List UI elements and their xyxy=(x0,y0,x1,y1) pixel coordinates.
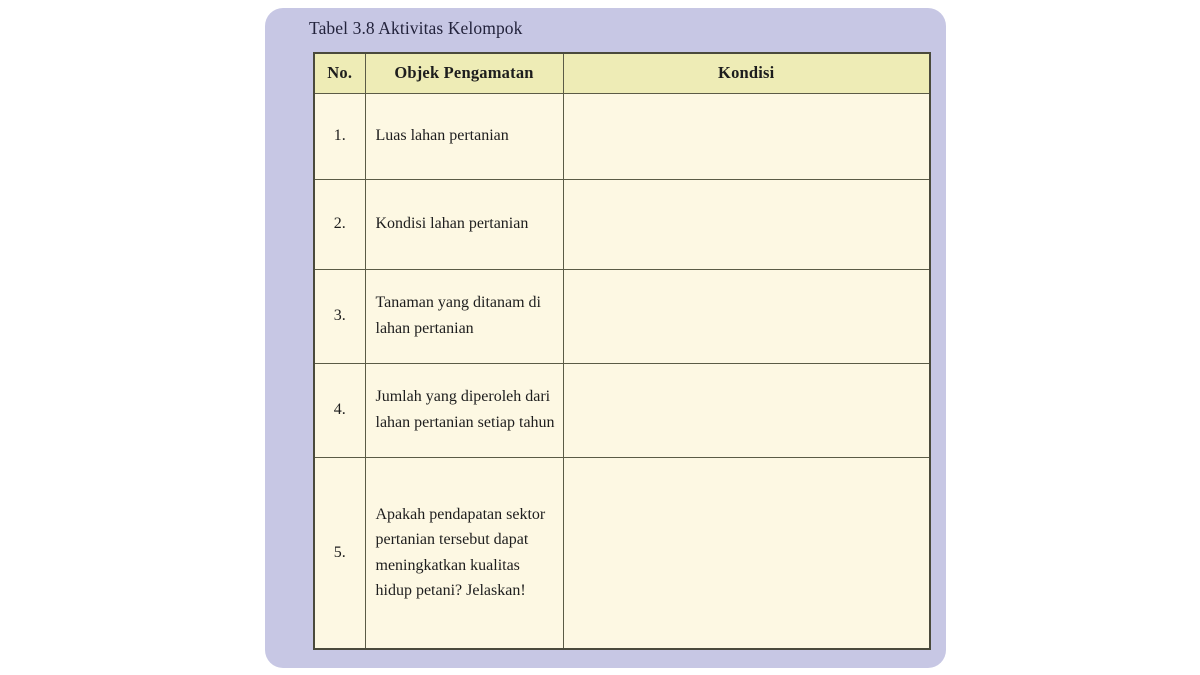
table-caption: Tabel 3.8 Aktivitas Kelompok xyxy=(309,18,523,38)
condition-answer-cell[interactable] xyxy=(563,363,930,457)
table-row xyxy=(314,93,930,179)
observation-object-text: Luas lahan pertanian xyxy=(375,127,509,145)
activity-panel xyxy=(265,8,946,668)
table-row xyxy=(314,269,930,363)
observation-object xyxy=(365,179,563,269)
table-row xyxy=(314,179,930,269)
table-row xyxy=(314,457,930,649)
condition-answer-cell[interactable] xyxy=(563,457,930,649)
observation-object xyxy=(365,457,563,649)
row-number: 5. xyxy=(314,457,365,649)
column-header-objek-pengamatan: Objek Pengamatan xyxy=(365,53,563,93)
table-row xyxy=(314,363,930,457)
observation-object-text: Tanaman yang ditanam di lahan pertanian xyxy=(375,294,541,337)
row-number: 4. xyxy=(314,363,365,457)
observation-object-text: Apakah pendapatan sektor pertanian tersebut dapat meningkatkan kualitas hidup petani? Jelaskan! xyxy=(375,505,546,600)
condition-answer-cell[interactable] xyxy=(563,93,930,179)
table-body xyxy=(314,93,930,649)
table-container xyxy=(313,52,929,650)
observation-object-text: Kondisi lahan pertanian xyxy=(375,215,529,233)
observation-object xyxy=(365,269,563,363)
group-activity-table xyxy=(313,52,931,650)
condition-answer-cell[interactable] xyxy=(563,179,930,269)
table-header xyxy=(314,53,930,93)
column-header-no: No. xyxy=(314,53,365,93)
column-header-kondisi: Kondisi xyxy=(563,53,930,93)
condition-answer-cell[interactable] xyxy=(563,269,930,363)
row-number: 2. xyxy=(314,179,365,269)
observation-object-text: Jumlah yang diperoleh dari lahan pertanian setiap tahun xyxy=(375,388,555,431)
row-number: 1. xyxy=(314,93,365,179)
row-number: 3. xyxy=(314,269,365,363)
observation-object xyxy=(365,93,563,179)
header-row xyxy=(314,53,930,93)
observation-object xyxy=(365,363,563,457)
